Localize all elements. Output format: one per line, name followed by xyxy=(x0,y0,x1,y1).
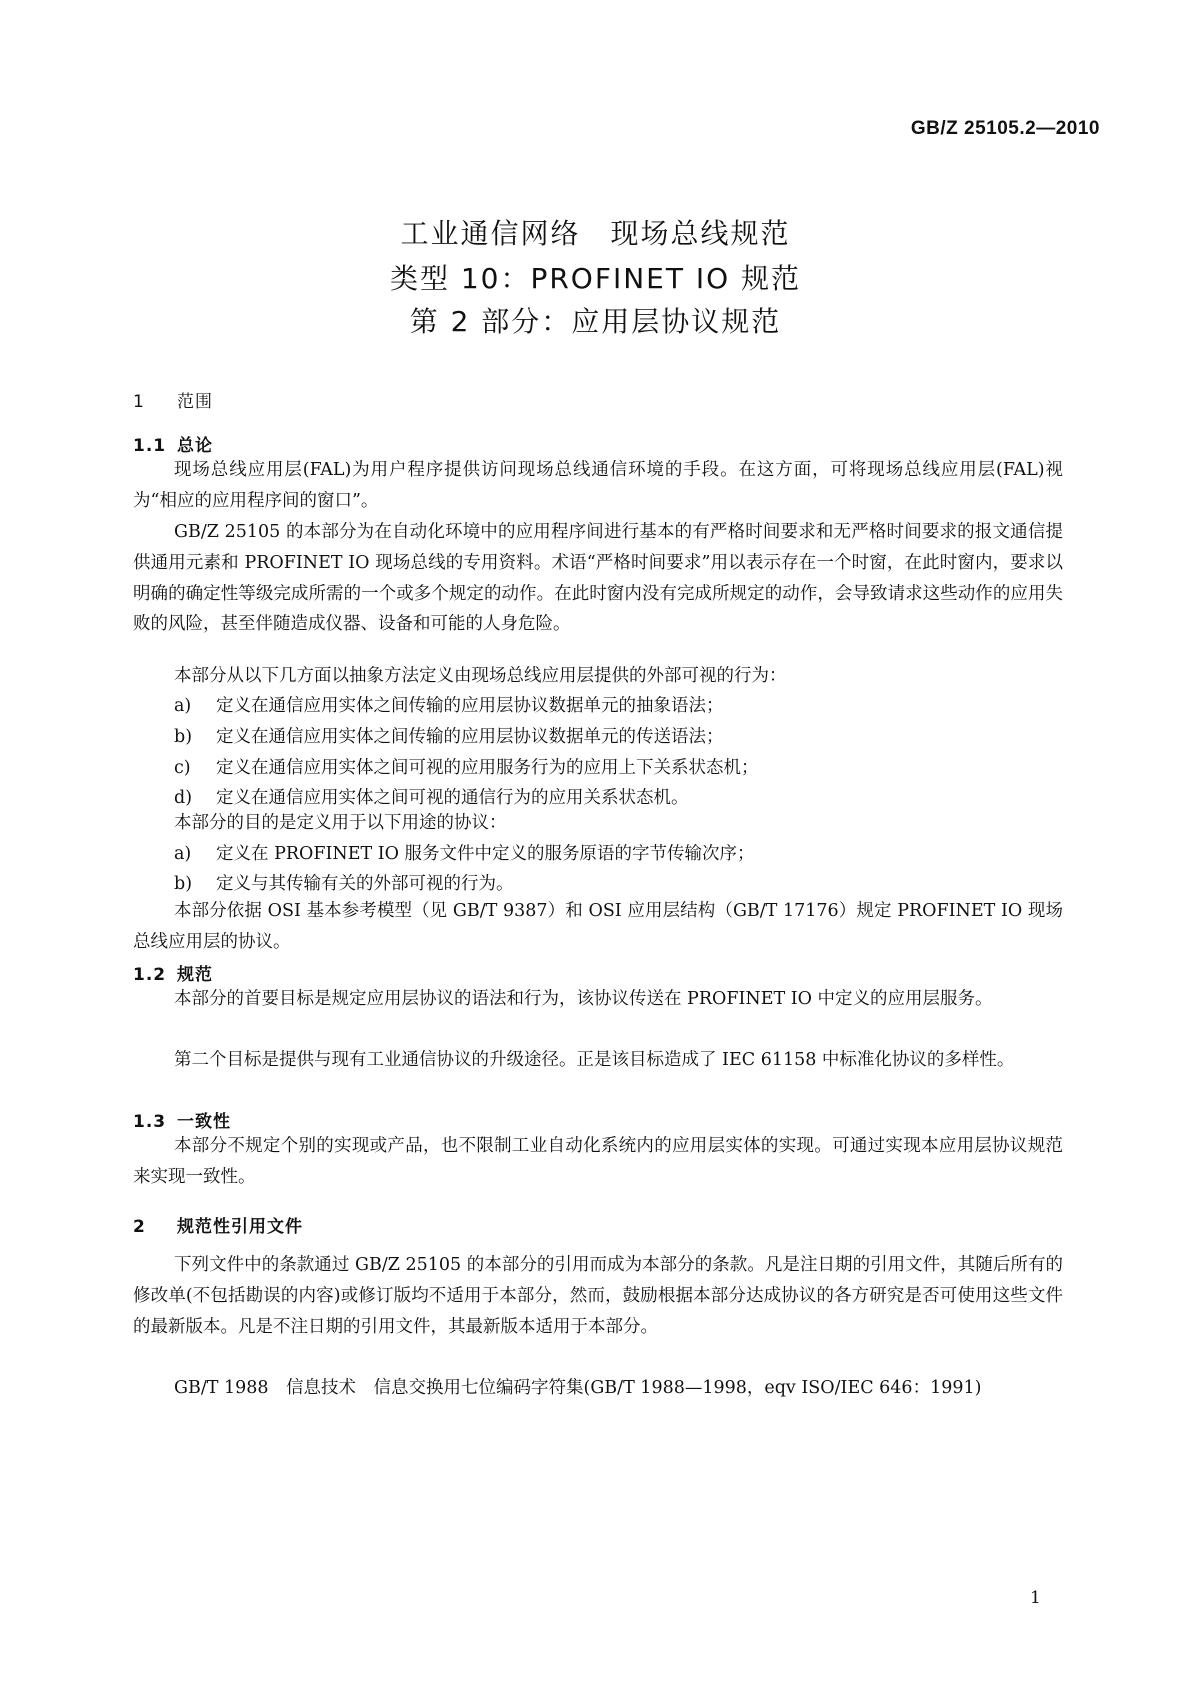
list-item xyxy=(174,753,1063,784)
paragraph: GB/Z 25105 的本部分为在自动化环境中的应用程序间进行基本的有严格时间要求和无严格时间要求的报文通信提供通用元素和 PROFINET IO 现场总线的专用资料。术语“严格时间要求”用以表示存在一个时窗，在此时窗内，要求以明确的确定性等级完成所需的一个或多个规定的动作。在此时窗内没有完成所规定的动作，会导致请求这些动作的应用失败的风险，甚至伴随造成仪器、设备和可能的人身危险。 xyxy=(133,522,1063,635)
paragraph: 现场总线应用层(FAL)为用户程序提供访问现场总线通信环境的手段。在这方面，可将现场总线应用层(FAL)视为“相应的应用程序间的窗口”。 xyxy=(133,460,1063,511)
clause-1-2-number: 1.2 xyxy=(133,965,167,985)
list-item xyxy=(174,839,1063,870)
list-label: b) xyxy=(174,727,193,747)
list-label: a) xyxy=(174,844,192,864)
doc-title-line1: 工业通信网络 现场总线规范 xyxy=(400,217,791,250)
clause-1-3-title: 一致性 xyxy=(177,1112,231,1132)
clause-1-1-title: 总论 xyxy=(177,436,213,456)
clause-1-1-number: 1.1 xyxy=(133,436,167,456)
doc-title-line3: 第 2 部分：应用层协议规范 xyxy=(409,305,782,338)
clause-1-1-heading xyxy=(133,431,213,456)
standard-number: GB/Z 25105.2—2010 xyxy=(910,118,1100,139)
paragraph: 本部分的目的是定义用于以下用途的协议： xyxy=(174,813,507,833)
list-text: 定义在通信应用实体之间可视的通信行为的应用关系状态机。 xyxy=(216,788,689,808)
list-text: 定义与其传输有关的外部可视的行为。 xyxy=(216,874,514,894)
reference-entry: GB/T 1988 信息技术 信息交换用七位编码字符集(GB/T 1988—1998，eqv ISO/IEC 646：1991) xyxy=(174,1378,982,1398)
clause-1-3-heading xyxy=(133,1107,231,1132)
doc-title-line2: 类型 10：PROFINET IO 规范 xyxy=(389,262,802,295)
section-2-title: 规范性引用文件 xyxy=(177,1217,303,1237)
paragraph: 本部分从以下几方面以抽象方法定义由现场总线应用层提供的外部可视的行为： xyxy=(174,666,787,686)
list-text: 定义在 PROFINET IO 服务文件中定义的服务原语的字节传输次序； xyxy=(216,844,755,864)
paragraph: 下列文件中的条款通过 GB/Z 25105 的本部分的引用而成为本部分的条款。凡是注日期的引用文件，其随后所有的修改单(不包括勘误的内容)或修订版均不适用于本部分，然而，鼓励根据本部分达成协议的各方研究是否可使用这些文件的最新版本。凡是不注日期的引用文件，其最新版本适用于本部分。 xyxy=(133,1255,1063,1337)
list-label: b) xyxy=(174,874,193,894)
list-label: c) xyxy=(174,758,191,778)
clause-1-2-heading xyxy=(133,960,213,985)
list-text: 定义在通信应用实体之间传输的应用层协议数据单元的抽象语法； xyxy=(216,696,724,716)
paragraph: 本部分依据 OSI 基本参考模型（见 GB/T 9387）和 OSI 应用层结构（GB/T 17176）规定 PROFINET IO 现场总线应用层的协议。 xyxy=(133,901,1063,952)
list-item xyxy=(174,691,1063,722)
list-text: 定义在通信应用实体之间可视的应用服务行为的应用上下关系状态机； xyxy=(216,758,759,778)
clause-1-2-title: 规范 xyxy=(177,965,213,985)
list-label: d) xyxy=(174,788,193,808)
paragraph: 本部分不规定个别的实现或产品，也不限制工业自动化系统内的应用层实体的实现。可通过实现本应用层协议规范来实现一致性。 xyxy=(133,1136,1063,1187)
paragraph: 第二个目标是提供与现有工业通信协议的升级途径。正是该目标造成了 IEC 61158 中标准化协议的多样性。 xyxy=(174,1050,1015,1070)
section-1-title: 范围 xyxy=(177,392,213,412)
list-text: 定义在通信应用实体之间传输的应用层协议数据单元的传送语法； xyxy=(216,727,724,747)
clause-1-3-number: 1.3 xyxy=(133,1112,167,1132)
section-1-number: 1 xyxy=(133,392,145,412)
page-number: 1 xyxy=(1030,1588,1041,1608)
list-label: a) xyxy=(174,696,192,716)
list-item xyxy=(174,722,1063,753)
section-2-number: 2 xyxy=(133,1217,146,1237)
section-1-heading xyxy=(133,387,213,412)
section-2-heading xyxy=(133,1212,303,1237)
paragraph: 本部分的首要目标是规定应用层协议的语法和行为，该协议传送在 PROFINET IO 中定义的应用层服务。 xyxy=(174,989,993,1009)
